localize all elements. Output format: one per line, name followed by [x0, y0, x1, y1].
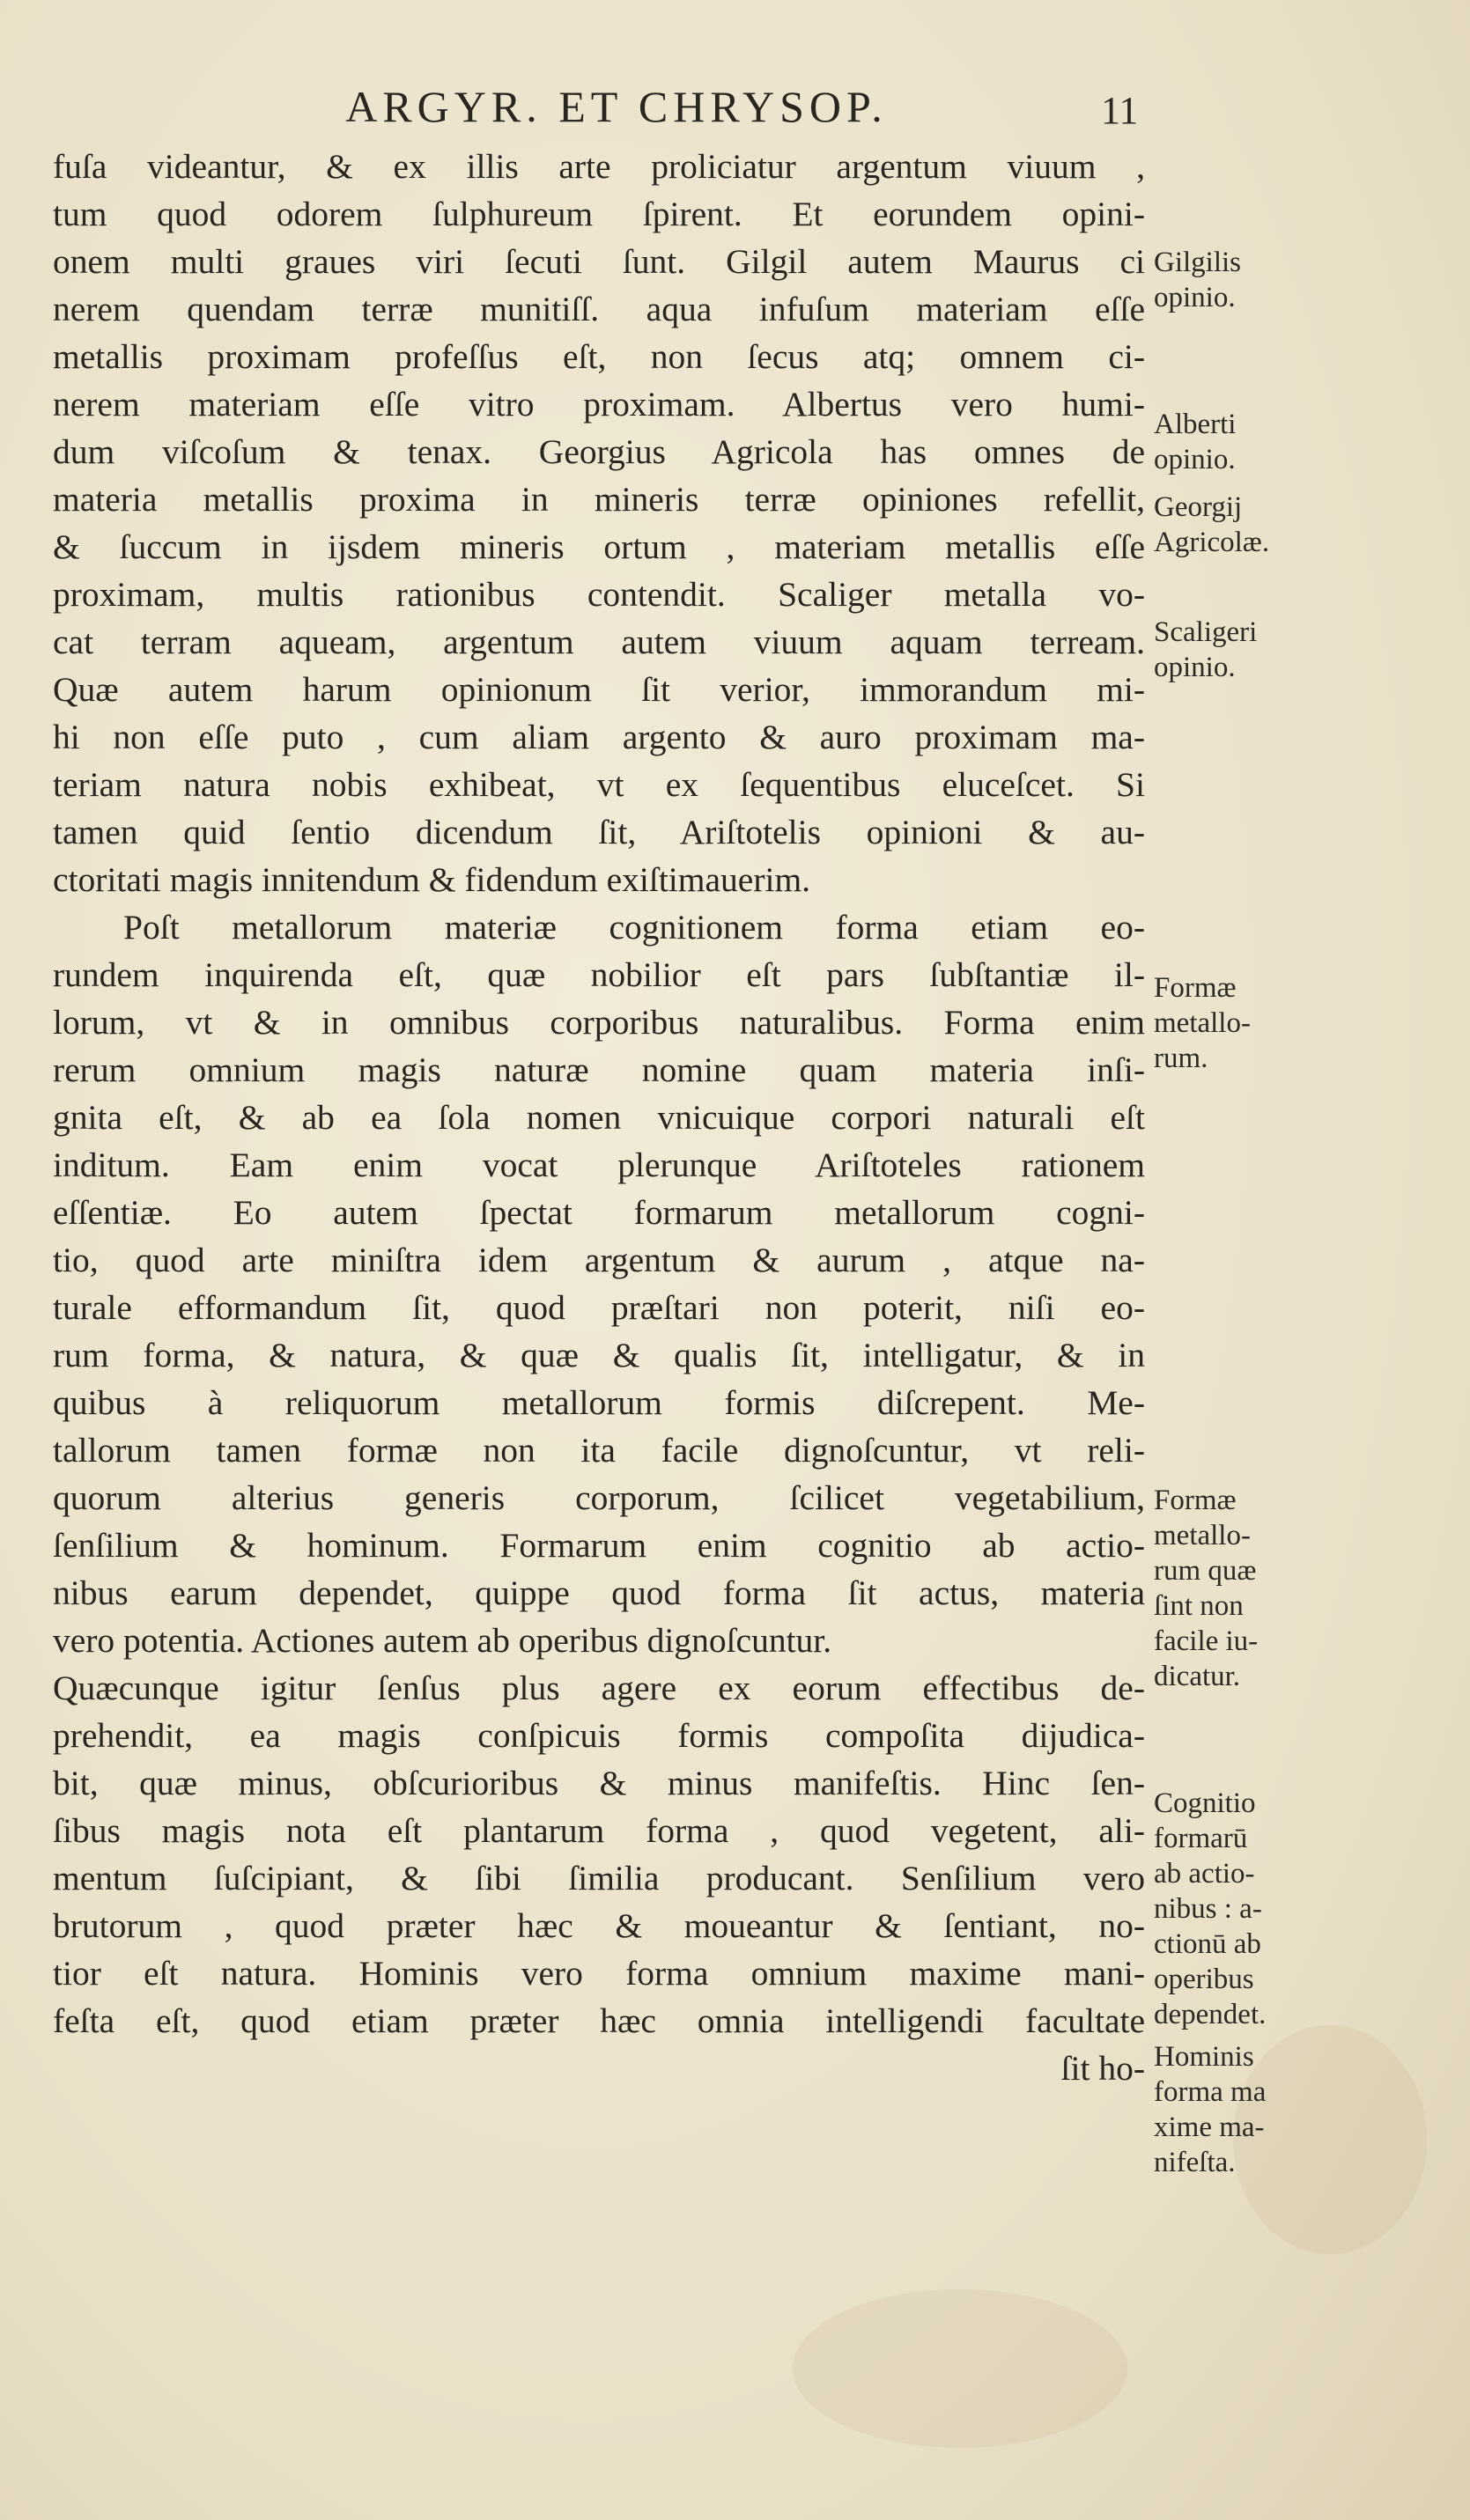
text-line: & ſuccum in ijsdem mineris ortum , materiam metallis eſſe [53, 527, 1145, 566]
margin-note-line: opinio. [1154, 444, 1236, 475]
margin-note-scaligeri [1154, 615, 1330, 685]
text-line: Quæcunque igitur ſenſus plus agere ex eorum effectibus de- [53, 1669, 1145, 1707]
margin-note-hominis [1154, 2039, 1330, 2180]
text-line: tio, quod arte miniſtra idem argentum & aurum , atque na- [53, 1241, 1145, 1279]
margin-note-line: ctionū ab [1154, 1928, 1261, 1960]
catchword: ſit ho- [1060, 2049, 1145, 2088]
text-line: Quæ autem harum opinionum ſit verior, immorandum mi- [53, 670, 1145, 709]
text-line: tallorum tamen formæ non ita facile dignoſcuntur, vt reli- [53, 1431, 1145, 1470]
margin-note-line: Cognitio [1154, 1787, 1256, 1819]
text-line: cat terram aqueam, argentum autem viuum aquam terream. [53, 623, 1145, 661]
text-line: prehendit, ea magis conſpicuis formis compoſita dijudica- [53, 1716, 1145, 1755]
text-line: nerem materiam eſſe vitro proximam. Albertus vero humi- [53, 385, 1145, 424]
margin-note-line: formarū [1154, 1823, 1248, 1854]
margin-note-line: Alberti [1154, 409, 1237, 440]
paper-stain [793, 2289, 1127, 2448]
margin-note-line: Formæ [1154, 1485, 1237, 1516]
text-line: Poſt metallorum materiæ cognitionem forma etiam eo- [123, 908, 1145, 947]
text-line: quorum alterius generis corporum, ſcilicet vegetabilium, [53, 1478, 1145, 1517]
margin-note-line: dicatur. [1154, 1661, 1241, 1692]
text-line: ſenſilium & hominum. Formarum enim cognitio ab actio- [53, 1526, 1145, 1565]
text-line: turale efformandum ſit, quod præſtari non poterit, niſi eo- [53, 1288, 1145, 1327]
margin-note-line: metallo- [1154, 1007, 1251, 1039]
text-line: vero potentia. Actiones autem ab operibus dignoſcuntur. [53, 1621, 832, 1660]
text-line: bit, quæ minus, obſcurioribus & minus manifeſtis. Hinc ſen- [53, 1764, 1145, 1802]
text-line: dum viſcoſum & tenax. Georgius Agricola has omnes de [53, 432, 1145, 471]
text-line: brutorum , quod præter hæc & moueantur & ſentiant, no- [53, 1906, 1145, 1945]
text-line: eſſentiæ. Eo autem ſpectat formarum metallorum cogni- [53, 1193, 1145, 1232]
margin-note-georgij [1154, 490, 1330, 560]
margin-note-formae [1154, 970, 1330, 1076]
text-line: materia metallis proxima in mineris terræ opiniones refellit, [53, 480, 1145, 519]
text-line: quibus à reliquorum metallorum formis diſcrepent. Me- [53, 1383, 1145, 1422]
page-number: 11 [1101, 89, 1139, 132]
text-line: feſta eſt, quod etiam præter hæc omnia intelligendi facultate [53, 2001, 1145, 2040]
text-line: onem multi graues viri ſecuti ſunt. Gilgil autem Maurus ci [53, 242, 1145, 281]
text-line: nerem quendam terræ munitiſſ. aqua infuſum materiam eſſe [53, 290, 1145, 328]
body-text [53, 143, 1145, 2092]
margin-note-line: opinio. [1154, 652, 1236, 683]
text-line: tamen quid ſentio dicendum ſit, Ariſtotelis opinioni & au- [53, 813, 1145, 851]
margin-note-line: rum. [1154, 1043, 1208, 1074]
margin-note-line: metallo- [1154, 1520, 1251, 1551]
text-line: ſibus magis nota eſt plantarum forma , quod vegetent, ali- [53, 1811, 1145, 1850]
margin-note-line: dependet. [1154, 1999, 1267, 2030]
text-line: metallis proximam profeſſus eſt, non ſecus atq; omnem ci- [53, 337, 1145, 376]
margin-note-line: Scaligeri [1154, 616, 1258, 648]
text-line: inditum. Eam enim vocat plerunque Ariſtoteles rationem [53, 1146, 1145, 1184]
margin-note-formae-non-facile [1154, 1483, 1330, 1694]
margin-note-line: ſint non [1154, 1590, 1244, 1622]
margin-note-line: forma ma [1154, 2076, 1267, 2108]
margin-note-line: Formæ [1154, 972, 1237, 1004]
margin-note-cognitio [1154, 1786, 1330, 2032]
margin-note-line: facile iu- [1154, 1625, 1259, 1657]
running-head: ARGYR. ET CHRYSOP. [345, 82, 888, 131]
text-line: tior eſt natura. Hominis vero forma omnium maxime mani- [53, 1954, 1145, 1993]
text-line: mentum ſuſcipiant, & ſibi ſimilia producant. Senſilium vero [53, 1859, 1145, 1897]
margin-note-line: Agricolæ. [1154, 527, 1270, 558]
text-line: rundem inquirenda eſt, quæ nobilior eſt pars ſubſtantiæ il- [53, 955, 1145, 994]
margin-note-line: ab actio- [1154, 1858, 1255, 1890]
margin-note-line: operibus [1154, 1964, 1254, 1995]
margin-note-line: Georgij [1154, 491, 1243, 523]
margin-note-gilgilis [1154, 245, 1330, 315]
text-line: teriam natura nobis exhibeat, vt ex ſequentibus eluceſcet. Si [53, 765, 1145, 804]
text-line: tum quod odorem ſulphureum ſpirent. Et eorundem opini- [53, 195, 1145, 233]
margin-note-line: Hominis [1154, 2041, 1254, 2073]
text-line: gnita eſt, & ab ea ſola nomen vnicuique corpori naturali eſt [53, 1098, 1145, 1137]
text-line: ctoritati magis innitendum & fidendum exiſtimauerim. [53, 860, 811, 899]
margin-note-line: opinio. [1154, 282, 1236, 313]
margin-note-line: nifeſta. [1154, 2147, 1236, 2178]
text-line: fuſa videantur, & ex illis arte proliciatur argentum viuum , [53, 147, 1145, 186]
margin-note-line: xime ma- [1154, 2111, 1265, 2143]
text-line: rerum omnium magis naturæ nomine quam materia inſi- [53, 1050, 1145, 1089]
margin-note-line: rum quæ [1154, 1555, 1257, 1587]
margin-note-line: Gilgilis [1154, 247, 1242, 278]
text-line: lorum, vt & in omnibus corporibus naturalibus. Forma enim [53, 1003, 1145, 1042]
text-line: rum forma, & natura, & quæ & qualis ſit, intelligatur, & in [53, 1336, 1145, 1374]
text-line: hi non eſſe puto , cum aliam argento & auro proximam ma- [53, 718, 1145, 756]
text-line: nibus earum dependet, quippe quod forma ſit actus, materia [53, 1573, 1145, 1612]
text-line: proximam, multis rationibus contendit. Scaliger metalla vo- [53, 575, 1145, 614]
margin-note-alberti [1154, 407, 1330, 477]
margin-note-line: nibus : a- [1154, 1893, 1262, 1925]
